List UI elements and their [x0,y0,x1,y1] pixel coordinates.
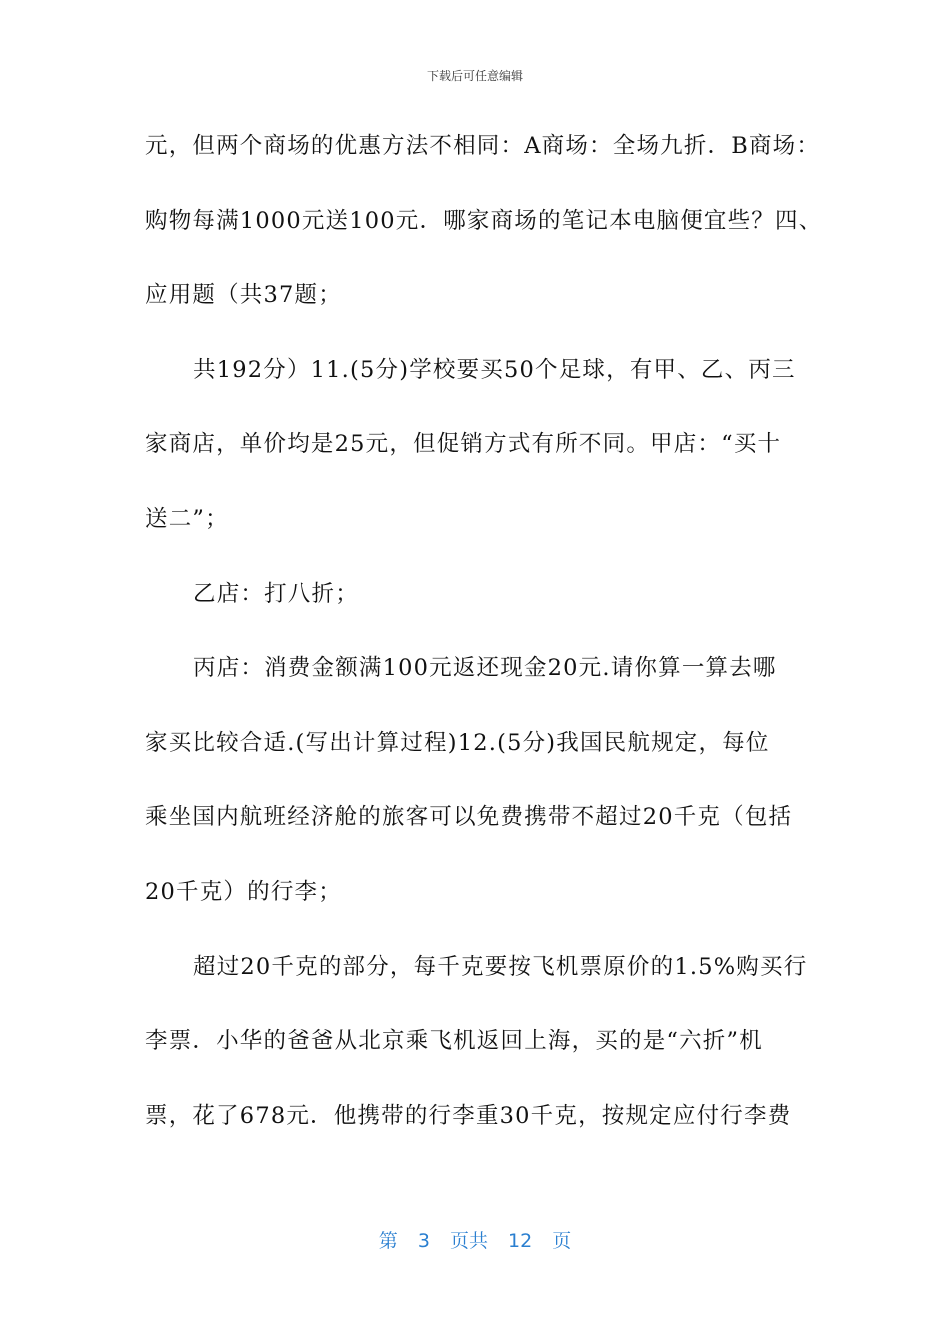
text-line: 应用题（共37题； [145,282,342,309]
text-line: 李票．小华的爸爸从北京乘飞机返回上海，买的是“六折”机 [145,1028,763,1055]
text-line: 丙店：消费金额满100元返还现金20元.请你算一算去哪 [193,655,777,682]
text-line: 送二”； [145,505,229,532]
text-line: 票，花了678元．他携带的行李重30千克，按规定应付行李费 [145,1102,792,1129]
text-line: 20千克）的行李； [145,878,342,905]
page-number-footer: 第 3 页共 12 页 [378,1230,572,1252]
text-line: 共192分）11.(5分)学校要买50个足球，有甲、乙、丙三 [193,356,796,383]
page-header-note: 下载后可任意编辑 [426,69,523,83]
text-line: 乘坐国内航班经济舱的旅客可以免费携带不超过20千克（包括 [145,804,793,831]
text-line: 购物每满1000元送100元．哪家商场的笔记本电脑便宜些？四、 [145,207,823,234]
text-line: 家商店，单价均是25元，但促销方式有所不同。甲店：“买十 [145,431,782,458]
document-body [145,128,823,1172]
text-line: 元，但两个商场的优惠方法不相同：A商场：全场九折．B商场： [145,133,821,159]
text-line: 家买比较合适.(写出计算过程)12.(5分)我国民航规定，每位 [145,729,770,756]
text-line: 超过20千克的部分，每千克要按飞机票原价的1.5%购买行 [193,953,808,980]
text-line: 乙店：打八折； [193,580,359,607]
